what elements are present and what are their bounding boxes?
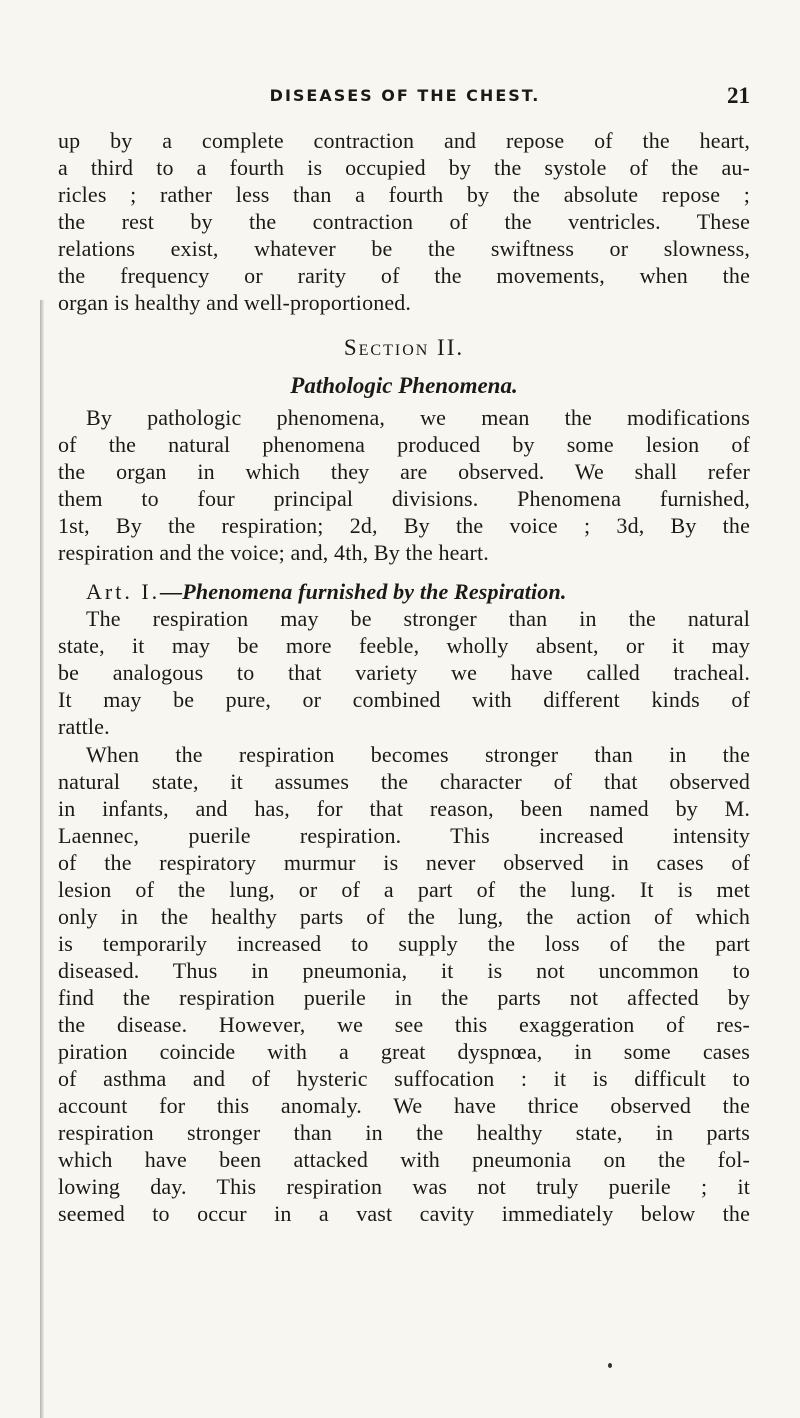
text-line: of the respiratory murmur is never observed in cases of	[58, 850, 750, 875]
article-label: Art. I.	[86, 579, 161, 604]
running-head-title: DISEASES OF THE CHEST.	[269, 86, 541, 105]
section-heading: Section II.	[343, 335, 465, 360]
text-line: respiration and the voice; and, 4th, By the heart.	[58, 540, 489, 565]
text-line: respiration stronger than in the healthy state, in parts	[58, 1120, 750, 1145]
section-subheading-block	[58, 370, 750, 402]
text-line: state, it may be more feeble, wholly absent, or it may	[58, 633, 750, 658]
text-line: find the respiration puerile in the parts not affected by	[58, 985, 750, 1010]
text-line: which have been attacked with pneumonia on the fol-	[58, 1147, 750, 1172]
text-line: them to four principal divisions. Phenomena furnished,	[58, 486, 750, 511]
text-line: lowing day. This respiration was not truly puerile ; it	[58, 1174, 750, 1199]
text-line: seemed to occur in a vast cavity immediately below the	[58, 1201, 750, 1226]
text-line: rattle.	[58, 714, 110, 739]
text-line: The respiration may be stronger than in the natural	[86, 606, 750, 631]
section-subheading: Pathologic Phenomena.	[290, 373, 518, 398]
article-heading-block	[58, 578, 750, 605]
text-line: account for this anomaly. We have thrice observed the	[58, 1093, 750, 1118]
running-head	[60, 83, 750, 114]
text-line: It may be pure, or combined with different kinds of	[58, 687, 750, 712]
paragraph-definitions	[58, 404, 750, 566]
text-line: organ is healthy and well-proportioned.	[58, 290, 412, 315]
paragraph-continuation	[58, 127, 750, 316]
text-line: of the natural phenomena produced by some lesion of	[58, 432, 750, 457]
text-line: the frequency or rarity of the movements, when the	[58, 263, 750, 288]
text-line: up by a complete contraction and repose of the heart,	[58, 128, 750, 153]
text-line: in infants, and has, for that reason, been named by M.	[58, 796, 750, 821]
text-line: be analogous to that variety we have called tracheal.	[58, 660, 750, 685]
section-heading-block	[58, 332, 750, 364]
text-line: lesion of the lung, or of a part of the lung. It is met	[58, 877, 750, 902]
paragraph-respiration-kinds	[58, 605, 750, 740]
text-line: the disease. However, we see this exaggeration of res-	[58, 1012, 750, 1037]
text-line: of asthma and of hysteric suffocation : it is difficult to	[58, 1066, 750, 1091]
text-line: a third to a fourth is occupied by the systole of the au-	[58, 155, 750, 180]
article-title: —Phenomena furnished by the Respiration.	[160, 579, 567, 604]
text-line: natural state, it assumes the character of that observed	[58, 769, 750, 794]
ink-speck	[608, 1363, 612, 1368]
text-line: the rest by the contraction of the ventricles. These	[58, 209, 750, 234]
text-line: the organ in which they are observed. We shall refer	[58, 459, 750, 484]
text-line: piration coincide with a great dyspnœa, in some cases	[58, 1039, 750, 1064]
text-line: When the respiration becomes stronger than in the	[86, 742, 750, 767]
article-heading	[58, 578, 750, 605]
paragraph-puerile-respiration	[58, 741, 750, 1227]
page-number: 21	[727, 83, 750, 108]
text-line: is temporarily increased to supply the loss of the part	[58, 931, 750, 956]
text-line: relations exist, whatever be the swiftness or slowness,	[58, 236, 750, 261]
text-line: 1st, By the respiration; 2d, By the voice ; 3d, By the	[58, 513, 750, 538]
text-line: only in the healthy parts of the lung, the action of which	[58, 904, 750, 929]
text-line: Laennec, puerile respiration. This increased intensity	[58, 823, 750, 848]
binding-gutter-shadow	[40, 300, 44, 1418]
text-line: diseased. Thus in pneumonia, it is not uncommon to	[58, 958, 750, 983]
text-line: ricles ; rather less than a fourth by the absolute repose ;	[58, 182, 750, 207]
text-line: By pathologic phenomena, we mean the modifications	[86, 405, 750, 430]
